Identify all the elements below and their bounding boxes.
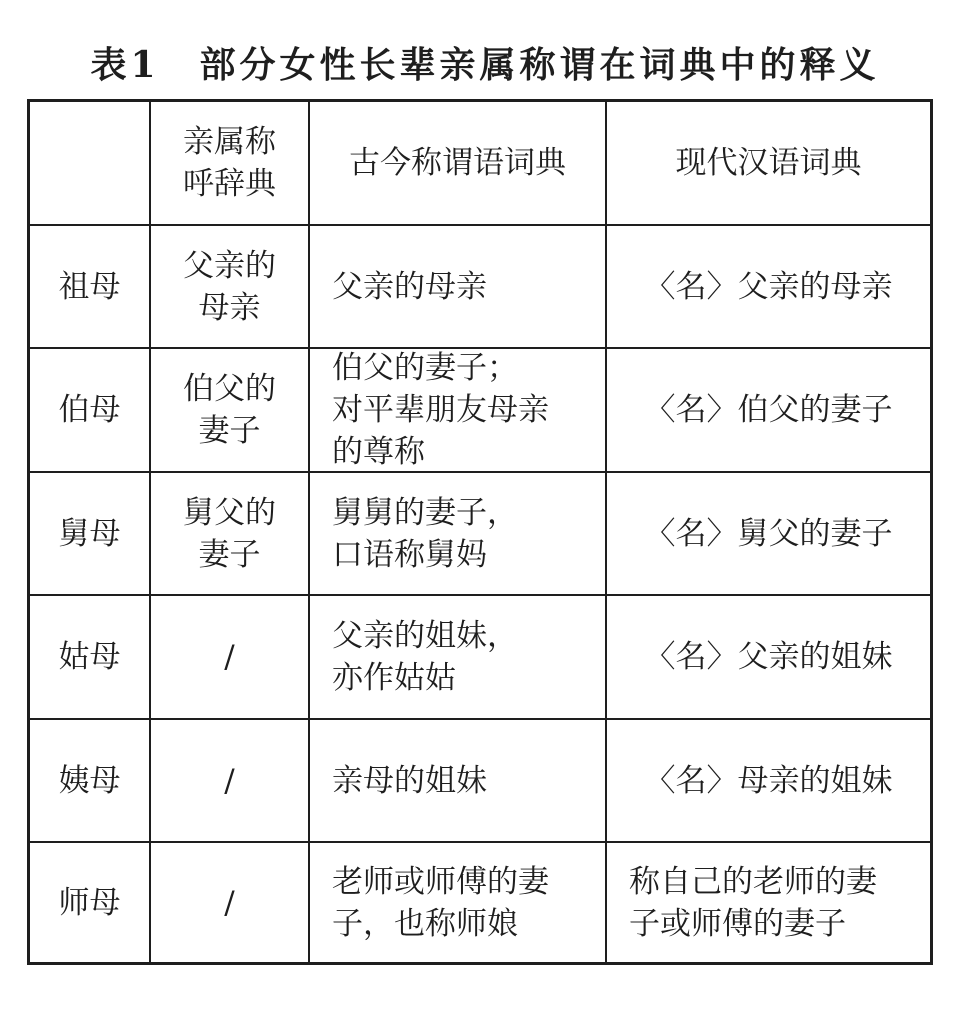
row-modern-cell: 〈名〉父亲的母亲 xyxy=(607,226,930,349)
row-term-cell: 师母 xyxy=(30,843,151,962)
row-modern-cell: 〈名〉伯父的妻子 xyxy=(607,349,930,473)
row-ancient-modern-cell: 伯父的妻子； 对平辈朋友母亲 的尊称 xyxy=(310,349,607,473)
header-cell-modern-chinese-dictionary: 现代汉语词典 xyxy=(607,102,930,226)
table-title: 表1 部分女性长辈亲属称谓在词典中的释义 xyxy=(90,44,880,86)
row-term-cell: 姑母 xyxy=(30,596,151,720)
definitions-table xyxy=(27,99,933,965)
row-ancient-modern-cell: 亲母的姐妹 xyxy=(310,720,607,843)
row-kinship-cell: 舅父的 妻子 xyxy=(151,473,310,596)
row-modern-cell: 〈名〉舅父的妻子 xyxy=(607,473,930,596)
header-cell-blank xyxy=(30,102,151,226)
row-ancient-modern-cell: 父亲的母亲 xyxy=(310,226,607,349)
row-ancient-modern-cell: 舅舅的妻子， 口语称舅妈 xyxy=(310,473,607,596)
row-kinship-cell: 父亲的 母亲 xyxy=(151,226,310,349)
row-kinship-cell: / xyxy=(151,843,310,962)
row-term-cell: 祖母 xyxy=(30,226,151,349)
row-kinship-cell: / xyxy=(151,596,310,720)
row-modern-cell: 〈名〉母亲的姐妹 xyxy=(607,720,930,843)
row-kinship-cell: / xyxy=(151,720,310,843)
row-ancient-modern-cell: 父亲的姐妹， 亦作姑姑 xyxy=(310,596,607,720)
row-ancient-modern-cell: 老师或师傅的妻 子，也称师娘 xyxy=(310,843,607,962)
row-modern-cell: 称自己的老师的妻 子或师傅的妻子 xyxy=(629,863,877,942)
header-cell-kinship-dictionary: 亲属称 呼辞典 xyxy=(151,102,310,226)
row-term-cell: 伯母 xyxy=(30,349,151,473)
row-kinship-cell: 伯父的 妻子 xyxy=(151,349,310,473)
header-cell-ancient-modern-dictionary: 古今称谓语词典 xyxy=(310,102,607,226)
row-term-cell: 姨母 xyxy=(30,720,151,843)
row-modern-cell: 〈名〉父亲的姐妹 xyxy=(607,596,930,720)
row-term-cell: 舅母 xyxy=(30,473,151,596)
